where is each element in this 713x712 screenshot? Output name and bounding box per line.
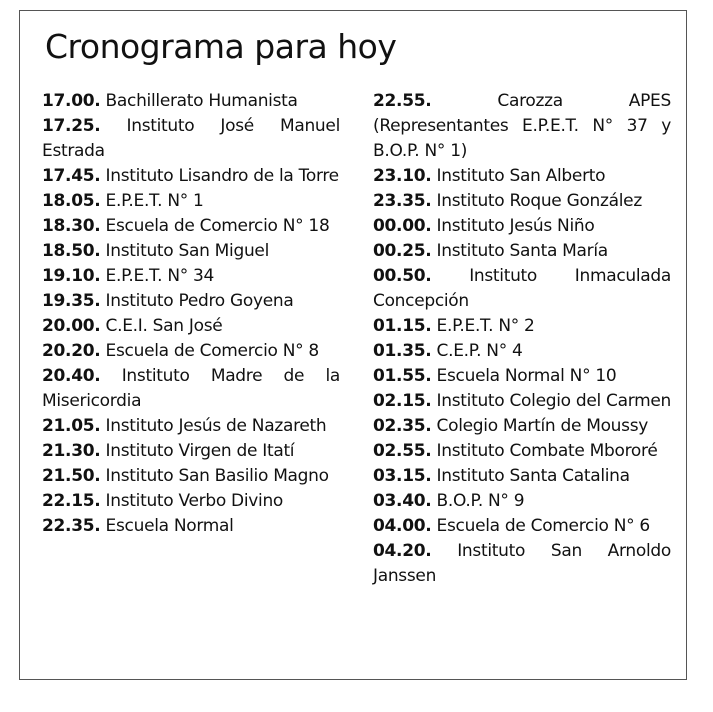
schedule-entry bbox=[373, 239, 671, 264]
entry-time: 23.35. bbox=[373, 191, 432, 211]
entry-name: Instituto Virgen de Itatí bbox=[105, 441, 295, 461]
entry-name: Instituto Jesús de Nazareth bbox=[105, 416, 327, 436]
entry-name: Instituto San Basilio Magno bbox=[105, 466, 329, 486]
schedule-entry bbox=[373, 164, 671, 189]
entry-name: Instituto San Arnoldo Janssen bbox=[373, 541, 671, 586]
entry-time: 02.15. bbox=[373, 391, 432, 411]
schedule-entry bbox=[42, 514, 340, 539]
entry-time: 17.00. bbox=[42, 91, 101, 111]
entry-name: E.P.E.T. N° 2 bbox=[436, 316, 535, 336]
schedule-entry bbox=[42, 239, 340, 264]
entry-name: Instituto Inmaculada Concepción bbox=[373, 266, 672, 311]
entry-time: 22.35. bbox=[42, 516, 101, 536]
schedule-entry bbox=[373, 389, 671, 414]
entry-name: E.P.E.T. N° 34 bbox=[105, 266, 215, 286]
schedule-column-left bbox=[42, 89, 340, 539]
schedule-entry bbox=[373, 539, 671, 589]
schedule-entry bbox=[42, 114, 340, 164]
schedule-entry bbox=[373, 264, 671, 314]
entry-time: 20.40. bbox=[42, 366, 101, 386]
entry-name: C.E.P. N° 4 bbox=[436, 341, 523, 361]
entry-name: Escuela de Comercio N° 8 bbox=[105, 341, 319, 361]
entry-name: C.E.I. San José bbox=[105, 316, 223, 336]
entry-name: Instituto Lisandro de la Torre bbox=[105, 166, 339, 186]
schedule-entry bbox=[373, 439, 671, 464]
entry-name: Escuela de Comercio N° 18 bbox=[105, 216, 330, 236]
entry-time: 01.15. bbox=[373, 316, 432, 336]
schedule-entry bbox=[42, 189, 340, 214]
entry-name: Instituto Colegio del Carmen bbox=[436, 391, 672, 411]
schedule-title: Cronograma para hoy bbox=[45, 27, 397, 66]
schedule-box bbox=[19, 10, 687, 680]
entry-name: Instituto San Alberto bbox=[436, 166, 606, 186]
entry-name: E.P.E.T. N° 1 bbox=[105, 191, 204, 211]
entry-time: 00.25. bbox=[373, 241, 432, 261]
schedule-entry bbox=[42, 464, 340, 489]
schedule-entry bbox=[42, 314, 340, 339]
schedule-entry bbox=[373, 514, 671, 539]
entry-name: Instituto Santa María bbox=[436, 241, 608, 261]
entry-name: Carozza APES (Representantes E.P.E.T. N° 37 y B.O.P. N° 1) bbox=[373, 91, 671, 161]
entry-name: Instituto Jesús Niño bbox=[436, 216, 595, 236]
entry-time: 21.30. bbox=[42, 441, 101, 461]
entry-time: 00.50. bbox=[373, 266, 432, 286]
entry-time: 01.35. bbox=[373, 341, 432, 361]
entry-time: 19.35. bbox=[42, 291, 101, 311]
entry-name: Instituto Madre de la Misericordia bbox=[42, 366, 341, 411]
schedule-entry bbox=[42, 339, 340, 364]
schedule-entry bbox=[42, 214, 340, 239]
entry-name: Instituto Santa Catalina bbox=[436, 466, 630, 486]
schedule-entry bbox=[373, 314, 671, 339]
schedule-entry bbox=[373, 89, 671, 164]
entry-name: Instituto Verbo Divino bbox=[105, 491, 284, 511]
schedule-entry bbox=[42, 414, 340, 439]
entry-time: 02.55. bbox=[373, 441, 432, 461]
entry-time: 02.35. bbox=[373, 416, 432, 436]
schedule-entry bbox=[373, 339, 671, 364]
entry-name: Instituto José Manuel Estrada bbox=[42, 116, 340, 161]
entry-time: 03.15. bbox=[373, 466, 432, 486]
entry-name: Instituto Combate Mbororé bbox=[436, 441, 658, 461]
schedule-entry bbox=[373, 464, 671, 489]
entry-time: 20.20. bbox=[42, 341, 101, 361]
entry-time: 18.30. bbox=[42, 216, 101, 236]
schedule-entry bbox=[373, 489, 671, 514]
entry-time: 22.55. bbox=[373, 91, 432, 111]
entry-time: 23.10. bbox=[373, 166, 432, 186]
entry-time: 17.25. bbox=[42, 116, 101, 136]
entry-time: 01.55. bbox=[373, 366, 432, 386]
entry-time: 22.15. bbox=[42, 491, 101, 511]
schedule-entry bbox=[42, 364, 340, 414]
entry-time: 21.50. bbox=[42, 466, 101, 486]
entry-name: B.O.P. N° 9 bbox=[436, 491, 525, 511]
schedule-entry bbox=[373, 414, 671, 439]
schedule-entry bbox=[42, 489, 340, 514]
schedule-entry bbox=[42, 89, 340, 114]
schedule-entry bbox=[373, 364, 671, 389]
entry-time: 18.50. bbox=[42, 241, 101, 261]
schedule-entry bbox=[42, 164, 340, 189]
entry-name: Escuela Normal bbox=[105, 516, 234, 536]
entry-name: Escuela Normal N° 10 bbox=[436, 366, 617, 386]
entry-name: Bachillerato Humanista bbox=[105, 91, 298, 111]
entry-time: 19.10. bbox=[42, 266, 101, 286]
entry-name: Instituto San Miguel bbox=[105, 241, 270, 261]
schedule-entry bbox=[373, 214, 671, 239]
entry-time: 21.05. bbox=[42, 416, 101, 436]
schedule-entry bbox=[42, 264, 340, 289]
entry-name: Escuela de Comercio N° 6 bbox=[436, 516, 650, 536]
entry-name: Colegio Martín de Moussy bbox=[436, 416, 649, 436]
schedule-column-right bbox=[373, 89, 671, 589]
schedule-entry bbox=[373, 189, 671, 214]
entry-time: 18.05. bbox=[42, 191, 101, 211]
entry-time: 03.40. bbox=[373, 491, 432, 511]
schedule-entry bbox=[42, 439, 340, 464]
entry-time: 04.20. bbox=[373, 541, 432, 561]
entry-time: 17.45. bbox=[42, 166, 101, 186]
entry-time: 00.00. bbox=[373, 216, 432, 236]
entry-time: 20.00. bbox=[42, 316, 101, 336]
entry-name: Instituto Roque González bbox=[436, 191, 642, 211]
entry-time: 04.00. bbox=[373, 516, 432, 536]
schedule-entry bbox=[42, 289, 340, 314]
entry-name: Instituto Pedro Goyena bbox=[105, 291, 294, 311]
